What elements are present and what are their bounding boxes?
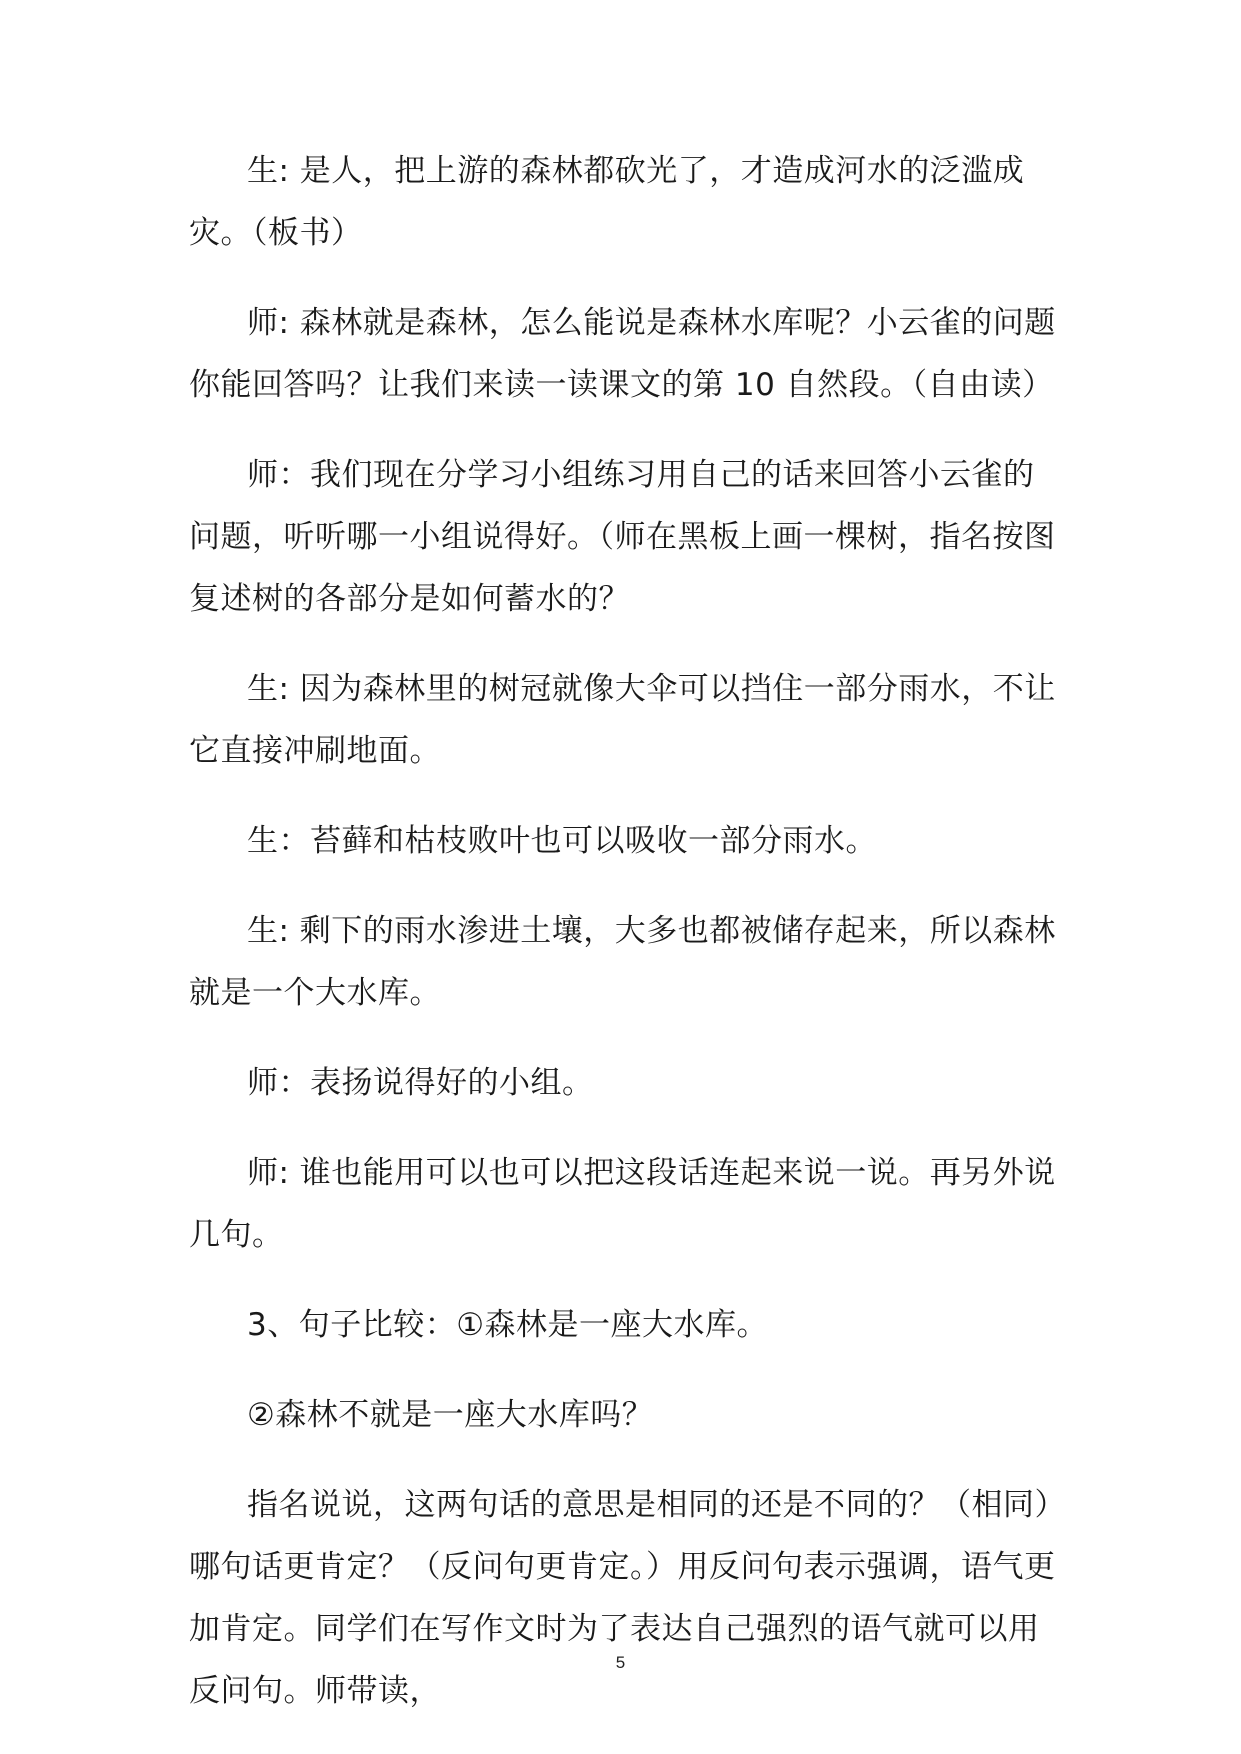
- paragraph-teacher-question-1: 师: 森林就是森林，怎么能说是森林水库呢？小云雀的问题你能回答吗？让我们来读一读课文的第 10 自然段。（自由读）: [189, 305, 1056, 403]
- paragraph-sentence-compare: 3、句子比较：①森林是一座大水库。: [247, 1307, 769, 1343]
- paragraph-student-answer-4: 生: 剩下的雨水渗进土壤，大多也都被储存起来，所以森林就是一个大水库。: [189, 913, 1056, 1011]
- paragraph-student-answer-2: 生: 因为森林里的树冠就像大伞可以挡住一部分雨水，不让它直接冲刷地面。: [189, 671, 1056, 769]
- page-number: 5: [615, 1653, 626, 1672]
- paragraph-teacher-praise: 师：表扬说得好的小组。: [247, 1065, 594, 1101]
- paragraph-teacher-question-2: 师: 谁也能用可以也可以把这段话连起来说一说。再另外说几句。: [189, 1155, 1056, 1253]
- paragraph-sentence-two: ②森林不就是一座大水库吗？: [247, 1397, 654, 1433]
- body-text: [189, 140, 1061, 1750]
- paragraph-student-answer-3: 生：苔藓和枯枝败叶也可以吸收一部分雨水。: [247, 823, 877, 859]
- paragraph-discussion: 指名说说，这两句话的意思是相同的还是不同的？（相同）哪句话更肯定？（反问句更肯定。）用反问句表示强调，语气更加肯定。同学们在写作文时为了表达自己强烈的语气就可以用反问句。师带读，: [189, 1487, 1056, 1709]
- paragraph-student-answer-1: 生: 是人，把上游的森林都砍光了，才造成河水的泛滥成灾。（板书）: [189, 153, 1025, 251]
- paragraph-teacher-instruction: 师：我们现在分学习小组练习用自己的话来回答小云雀的问题，听听哪一小组说得好。（师在黑板上画一棵树，指名按图复述树的各部分是如何蓄水的？: [189, 457, 1056, 617]
